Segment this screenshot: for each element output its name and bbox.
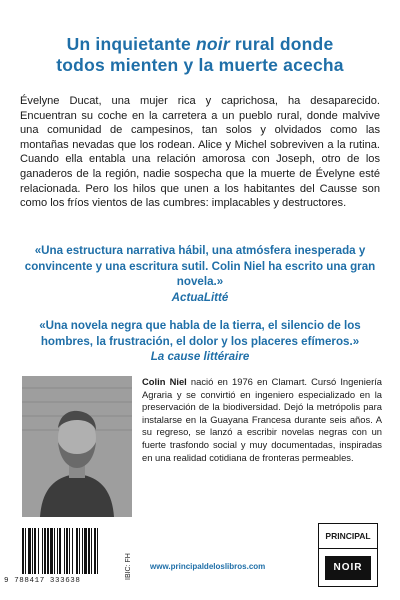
logo-top-text: PRINCIPAL [319,524,377,549]
review-quote-1 [20,243,380,305]
author-bio [142,376,382,464]
review-quote-1-text: «Una estructura narrativa hábil, una atmósfera inesperada y convincente y una escritura sutil. Colin Niel ha escrito una gran novela.» [24,244,376,288]
ibic-code: IBIC: FH [125,553,132,580]
review-quote-1-source: ActuaLitté [171,290,229,304]
author-photo [22,376,132,517]
logo-bottom-text: NOIR [325,556,371,580]
tagline-line2: todos mienten y la muerte acecha [56,55,344,75]
review-quote-2 [20,318,380,365]
review-quote-2-source: La cause littéraire [150,350,250,363]
tagline-line1-pre: Un inquietante [66,34,196,54]
tagline [20,34,380,76]
tagline-line1-em: noir [196,34,230,54]
tagline-line1-post: rural donde [229,34,334,54]
publisher-logo [318,523,378,587]
synopsis: Évelyne Ducat, una mujer rica y caprichosa, ha desaparecido. Encuentran su coche en la carretera a un pueblo rural, donde malvive una comunidad de campesinos, tan solos y olvidados como las montañas nevadas que los rodean. Alice y Michel sobreviven a la rutina. Cuando ella entabla una relación amorosa con Joseph, otro de los ganaderos de la región, nadie sospecha que la muerte de Évelyne esté relacionada. Pero los hilos que unen a los habitantes del Causse son como los fríos vientos de las cumbres: implacables y destructores. [20,95,380,210]
publisher-website-link[interactable]: www.principaldeloslibros.com [150,562,266,571]
author-bio-text: nació en 1976 en Clamart. Cursó Ingeniería Agraria y se convirtió en ingeniero especializado en la preservación de la biodiversidad. Dejó la metrópolis para instalarse en la Guayana Francesa durante seis años. A su regreso, se lanzó a escribir novelas negras con un fuerte trasfondo social y muy documentadas, inspiradas en una realidad cotidiana de fronteras permeables. [142,376,383,463]
barcode-number: 9 788417 333638 [4,577,81,585]
review-quote-2-text: «Una novela negra que habla de la tierra, el silencio de los hombres, la frustración, el dolor y los placeres efímeros.» [39,319,361,348]
author-name: Colin Niel [142,376,187,387]
